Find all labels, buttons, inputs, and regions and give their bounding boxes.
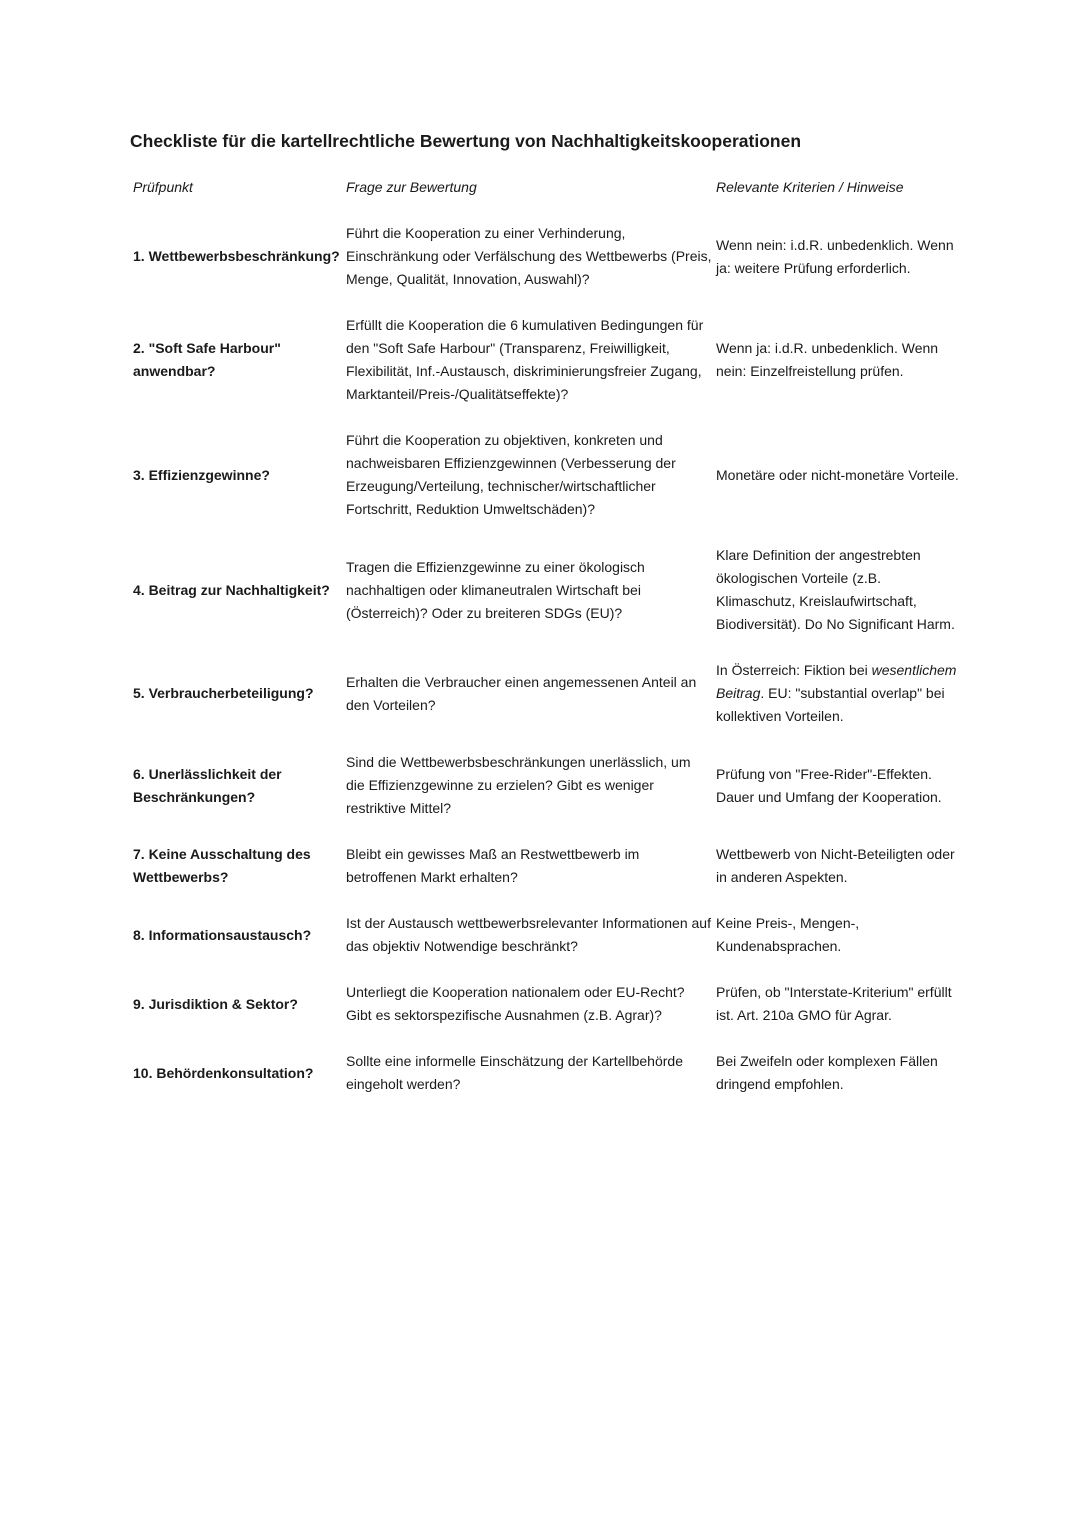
row-criteria: Wenn ja: i.d.R. unbedenklich. Wenn nein: Einzelfreistellung prüfen.	[716, 340, 939, 379]
row-point: 1. Wettbewerbsbeschränkung?	[133, 248, 340, 264]
row-point: 6. Unerlässlichkeit der Beschränkungen?	[133, 765, 282, 805]
criteria-text-pre: In Österreich: Fiktion bei	[716, 662, 872, 678]
row-point: 9. Jurisdiktion & Sektor?	[133, 995, 298, 1012]
row-question: Erhalten die Verbraucher einen angemessenen Anteil an den Vorteilen?	[346, 673, 697, 713]
table-row	[133, 429, 963, 544]
row-question: Unterliegt die Kooperation nationalem oder EU-Recht? Gibt es sektorspezifische Ausnahmen (z.B. Agrar)?	[346, 984, 685, 1023]
checklist-table	[133, 176, 963, 1119]
row-point: 5. Verbraucherbeteiligung?	[133, 685, 314, 701]
table-header-row	[133, 176, 963, 222]
row-criteria: Prüfen, ob "Interstate-Kriterium" erfüllt ist. Art. 210a GMO für Agrar.	[716, 984, 952, 1023]
table-row	[133, 1050, 963, 1119]
header-question: Frage zur Bewertung	[346, 179, 477, 195]
row-point: 7. Keine Ausschaltung des Wettbewerbs?	[133, 846, 311, 885]
row-point: 10. Behördenkonsultation?	[133, 1064, 314, 1081]
table-row	[133, 544, 963, 659]
row-criteria: Wettbewerb von Nicht-Beteiligten oder in anderen Aspekten.	[716, 846, 955, 885]
row-question: Tragen die Effizienzgewinne zu einer ökologisch nachhaltigen oder klimaneutralen Wirtschaft bei (Österreich)? Oder zu breiteren SDGs (EU)?	[346, 558, 645, 621]
table-row	[133, 981, 963, 1050]
criteria-text-emphasis: wesentlichem Beitrag	[716, 662, 957, 701]
table-row	[133, 843, 963, 912]
row-point: 8. Informationsaustausch?	[133, 926, 312, 943]
row-question: Bleibt ein gewisses Maß an Restwettbewerb im betroffenen Markt erhalten?	[346, 846, 640, 885]
document-page	[130, 128, 963, 1119]
row-question: Führt die Kooperation zu einer Verhinderung, Einschränkung oder Verfälschung des Wettbewerbs (Preis, Menge, Qualität, Innovation, Auswahl)?	[346, 225, 712, 287]
table-row	[133, 314, 963, 429]
table-row	[133, 222, 963, 314]
row-criteria	[716, 659, 963, 751]
row-criteria: Wenn nein: i.d.R. unbedenklich. Wenn ja: weitere Prüfung erforderlich.	[716, 236, 954, 276]
row-point: 3. Effizienzgewinne?	[133, 466, 270, 483]
row-question: Ist der Austausch wettbewerbsrelevanter Informationen auf das objektiv Notwendige beschränkt?	[346, 915, 711, 954]
row-point: 4. Beitrag zur Nachhaltigkeit?	[133, 581, 330, 598]
row-criteria: Monetäre oder nicht-monetäre Vorteile.	[716, 466, 959, 483]
document-title: Checkliste für die kartellrechtliche Bewertung von Nachhaltigkeitskooperationen	[130, 131, 802, 151]
table-row	[133, 912, 963, 981]
row-criteria: Keine Preis-, Mengen-, Kundenabsprachen.	[716, 915, 860, 954]
row-criteria: Klare Definition der angestrebten ökologischen Vorteile (z.B. Klimaschutz, Kreislaufwirtschaft, Biodiversität). Do No Significant Harm.	[716, 547, 955, 632]
row-question: Erfüllt die Kooperation die 6 kumulativen Bedingungen für den "Soft Safe Harbour" (Transparenz, Freiwilligkeit, Flexibilität, Inf.-Austausch, diskriminierungsfreier Zugang, Marktanteil/Preis-/Qualitätseffekte)?	[346, 317, 704, 402]
table-row	[133, 659, 963, 751]
row-question: Sollte eine informelle Einschätzung der Kartellbehörde eingeholt werden?	[346, 1053, 683, 1092]
row-criteria: Bei Zweifeln oder komplexen Fällen dringend empfohlen.	[716, 1053, 938, 1092]
criteria-text-post: . EU: "substantial overlap" bei kollektiven Vorteilen.	[716, 685, 945, 724]
header-criteria: Relevante Kriterien / Hinweise	[716, 179, 904, 195]
row-point: 2. "Soft Safe Harbour" anwendbar?	[133, 340, 281, 379]
row-question: Sind die Wettbewerbsbeschränkungen unerlässlich, um die Effizienzgewinne zu erzielen? Gibt es weniger restriktive Mittel?	[346, 754, 691, 816]
row-criteria: Prüfung von "Free-Rider"-Effekten. Dauer und Umfang der Kooperation.	[716, 765, 942, 805]
table-row	[133, 751, 963, 843]
row-question: Führt die Kooperation zu objektiven, konkreten und nachweisbaren Effizienzgewinnen (Verbesserung der Erzeugung/Verteilung, technischer/wirtschaftlicher Fortschritt, Reduktion Umweltschäden)?	[346, 432, 676, 517]
header-point: Prüfpunkt	[133, 179, 193, 195]
